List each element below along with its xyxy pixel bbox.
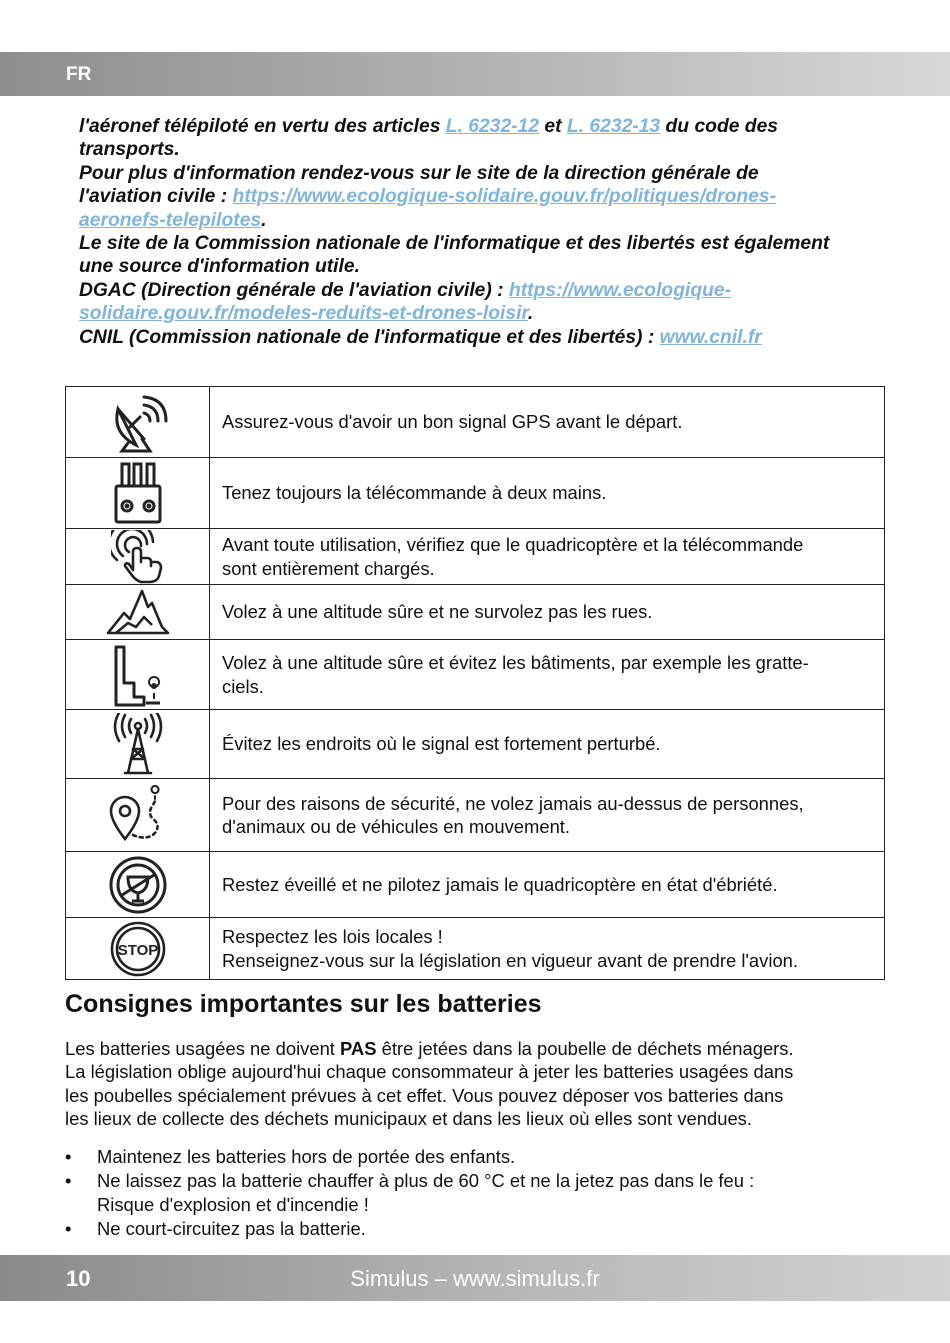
- paragraph-line: La législation oblige aujourd'hui chaque consommateur à jeter les batteries usagées dans: [65, 1061, 794, 1083]
- link-dgac-loisir[interactable]: https://www.ecologique-: [508, 279, 732, 301]
- page-number: 10: [66, 1266, 91, 1291]
- safety-text-line: Volez à une altitude sûre et évitez les bâtiments, par exemple les gratte-: [222, 652, 809, 674]
- remote-control-icon: [112, 460, 164, 526]
- paragraph-text: être jetées dans la poubelle de déchets ménagers.: [376, 1038, 794, 1059]
- safety-text-line: Respectez les lois locales !: [222, 926, 443, 948]
- satellite-dish-icon: [106, 391, 170, 453]
- icon-cell: [66, 779, 210, 852]
- list-item-line: • Ne court-circuitez pas la batterie.: [97, 1218, 366, 1240]
- link-dgac-drones[interactable]: https://www.ecologique-solidaire.gouv.fr/politiques/drones-: [232, 186, 777, 208]
- list-item-line: • Ne laissez pas la batterie chauffer à plus de 60 °C et ne la jetez pas dans le feu :: [97, 1170, 755, 1192]
- table-row: [66, 640, 885, 710]
- safety-text-line: Restez éveillé et ne pilotez jamais le quadricoptère en état d'ébriété.: [222, 873, 778, 895]
- paragraph-text: Les batteries usagées ne doivent: [65, 1038, 341, 1059]
- list-item-line: Risque d'explosion et d'incendie !: [97, 1193, 369, 1215]
- icon-cell: [66, 640, 210, 710]
- safety-text: [210, 779, 885, 852]
- link-l6232-13[interactable]: L. 6232-13: [566, 116, 661, 137]
- touch-hand-icon: [111, 530, 165, 584]
- icon-cell: [66, 458, 210, 529]
- no-alcohol-icon: [108, 855, 168, 915]
- table-row: [66, 529, 885, 585]
- intro-line: Le site de la Commission nationale de l'informatique et des libertés est également: [79, 233, 830, 255]
- intro-line: CNIL (Commission nationale de l'informatique et des libertés) :: [79, 326, 660, 348]
- icon-cell: [66, 387, 210, 458]
- emphasis-text: PAS: [340, 1038, 377, 1059]
- intro-line: DGAC (Direction générale de l'aviation civile) :: [79, 279, 509, 301]
- footer-brand: Simulus – www.simulus.fr: [350, 1266, 600, 1291]
- intro-line: l'aéronef télépiloté en vertu des articles: [79, 116, 446, 137]
- icon-cell: [66, 852, 210, 918]
- intro-line: l'aviation civile :: [79, 186, 233, 208]
- stop-sign-icon: [108, 921, 168, 977]
- safety-text-line: sont entièrement chargés.: [222, 557, 435, 579]
- location-route-icon: [107, 783, 169, 847]
- paragraph-line: les poubelles spécialement prévues à cet effet. Vous pouvez déposer vos batteries dans: [65, 1084, 784, 1106]
- safety-text: [210, 640, 885, 710]
- safety-text: [210, 458, 885, 529]
- footer-bar: [0, 1255, 950, 1301]
- link-dgac-loisir-cont[interactable]: solidaire.gouv.fr/modeles-reduits-et-drones-loisir: [79, 303, 528, 325]
- list-item: [65, 1169, 885, 1216]
- batteries-list: [65, 1145, 885, 1242]
- table-row: [66, 918, 885, 980]
- list-item: [65, 1217, 885, 1240]
- intro-text: [79, 115, 879, 349]
- safety-text-line: Assurez-vous d'avoir un bon signal GPS avant le départ.: [222, 411, 683, 433]
- safety-text: [210, 387, 885, 458]
- intro-dot: .: [261, 209, 267, 231]
- header-bar: [0, 52, 950, 96]
- batteries-paragraph: [65, 1037, 885, 1131]
- table-row: [66, 710, 885, 779]
- safety-text: [210, 918, 885, 980]
- link-dgac-drones-cont[interactable]: aeronefs-telepilotes: [79, 209, 262, 231]
- safety-text-line: Évitez les endroits où le signal est fortement perturbé.: [222, 733, 661, 755]
- mountain-icon: [106, 587, 170, 637]
- safety-text-line: Tenez toujours la télécommande à deux mains.: [222, 482, 607, 504]
- icon-cell: [66, 529, 210, 585]
- intro-line: une source d'information utile.: [79, 256, 360, 278]
- safety-text: [210, 710, 885, 779]
- safety-text: [210, 529, 885, 585]
- safety-text-line: ciels.: [222, 675, 264, 697]
- intro-line: transports.: [79, 139, 180, 161]
- table-row: [66, 458, 885, 529]
- table-row: [66, 779, 885, 852]
- safety-text-line: d'animaux ou de véhicules en mouvement.: [222, 816, 571, 837]
- safety-text-line: Renseignez-vous sur la législation en vigueur avant de prendre l'avion.: [222, 949, 799, 971]
- intro-line: du code des: [660, 116, 779, 137]
- intro-line: Pour plus d'information rendez-vous sur le site de la direction générale de: [79, 162, 759, 184]
- safety-text: [210, 852, 885, 918]
- safety-text-line: Avant toute utilisation, vérifiez que le quadricoptère et la télécommande: [222, 534, 804, 556]
- intro-dot: .: [527, 303, 534, 325]
- safety-text: [210, 585, 885, 640]
- language-label: FR: [66, 64, 92, 85]
- icon-cell: [66, 585, 210, 640]
- table-row: [66, 387, 885, 458]
- table-row: [66, 585, 885, 640]
- stop-sign-label: STOP: [117, 941, 158, 959]
- intro-line: et: [539, 116, 567, 137]
- link-cnil[interactable]: www.cnil.fr: [659, 326, 762, 348]
- list-item-line: • Maintenez les batteries hors de portée des enfants.: [97, 1146, 516, 1167]
- table-row: [66, 852, 885, 918]
- building-location-icon: [110, 643, 166, 707]
- link-l6232-12[interactable]: L. 6232-12: [445, 116, 540, 137]
- paragraph-line: les lieux de collecte des déchets municipaux et dans les lieux où elles sont vendues.: [65, 1108, 752, 1130]
- radio-tower-icon: [111, 713, 165, 775]
- batteries-heading: Consignes importantes sur les batteries: [65, 990, 542, 1018]
- safety-text-line: Pour des raisons de sécurité, ne volez jamais au-dessus de personnes,: [222, 792, 804, 814]
- icon-cell: [66, 710, 210, 779]
- icon-cell: [66, 918, 210, 980]
- safety-text-line: Volez à une altitude sûre et ne survolez pas les rues.: [222, 601, 653, 623]
- safety-table: [65, 386, 885, 980]
- list-item: [65, 1145, 885, 1168]
